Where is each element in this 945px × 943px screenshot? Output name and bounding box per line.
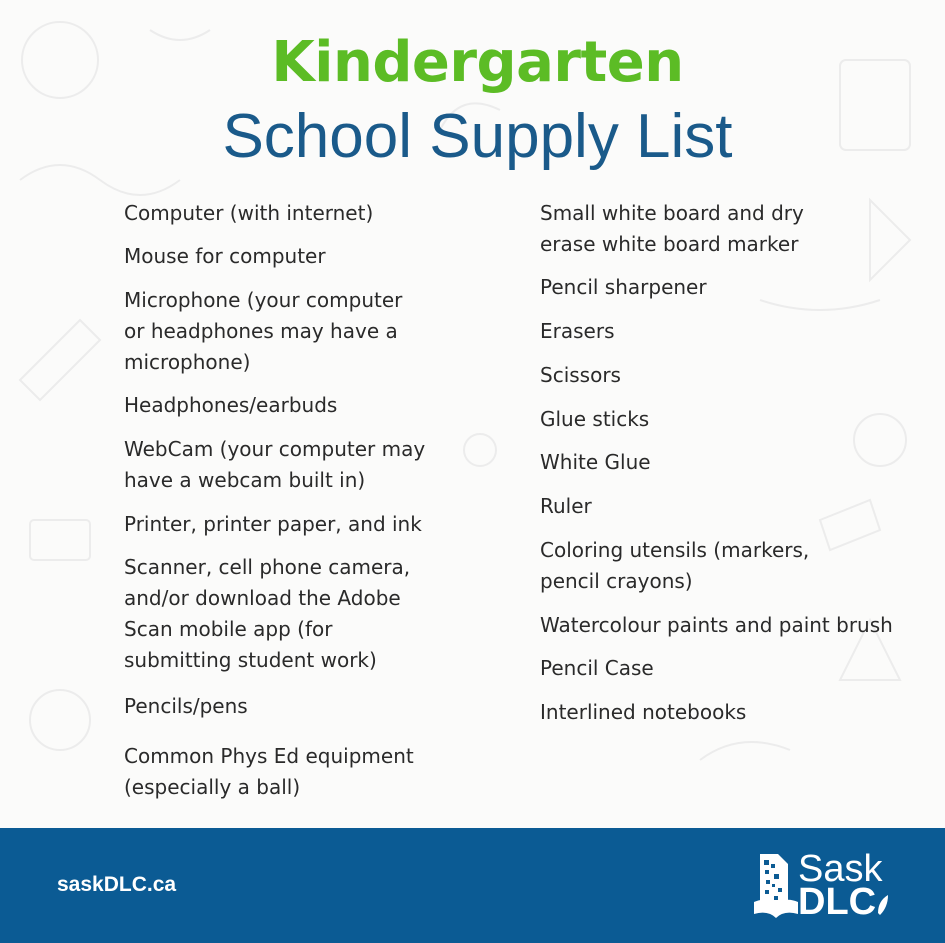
supply-item: Scanner, cell phone camera, and/or download the Adobe Scan mobile app (for submitting student work) xyxy=(124,555,411,672)
page-title: Kindergarten xyxy=(271,30,684,95)
supply-item: Mouse for computer xyxy=(124,244,326,268)
supply-item: Ruler xyxy=(540,494,592,518)
supply-item: Small white board and dry erase white board marker xyxy=(540,201,804,256)
page-subtitle: School Supply List xyxy=(222,102,733,171)
supply-item: Coloring utensils (markers, pencil crayons) xyxy=(540,538,810,593)
supply-item: Pencils/pens xyxy=(124,694,248,718)
supply-item: Computer (with internet) xyxy=(124,201,374,225)
logo-text-sask: Sask xyxy=(798,848,883,890)
quill-icon xyxy=(876,894,890,916)
supply-item: Erasers xyxy=(540,319,615,343)
supply-item: Microphone (your computer or headphones may have a microphone) xyxy=(124,288,403,374)
supply-item: Printer, printer paper, and ink xyxy=(124,512,422,536)
supply-item: Common Phys Ed equipment (especially a ball) xyxy=(124,744,414,799)
supply-item: Interlined notebooks xyxy=(540,700,747,724)
pixel-book-icon xyxy=(752,850,798,920)
logo-text-dlc: DLC xyxy=(798,881,877,923)
supply-item: Pencil sharpener xyxy=(540,275,707,299)
supply-item: WebCam (your computer may have a webcam built in) xyxy=(124,437,426,492)
supply-item: Headphones/earbuds xyxy=(124,393,338,417)
supply-item: Glue sticks xyxy=(540,407,650,431)
supply-item: White Glue xyxy=(540,450,651,474)
supply-item: Watercolour paints and paint brush xyxy=(540,613,893,637)
website-link[interactable]: saskDLC.ca xyxy=(57,873,177,896)
supply-item: Pencil Case xyxy=(540,656,654,680)
sask-dlc-logo[interactable] xyxy=(752,850,892,922)
supply-item: Scissors xyxy=(540,363,621,387)
footer-bar xyxy=(0,828,945,943)
